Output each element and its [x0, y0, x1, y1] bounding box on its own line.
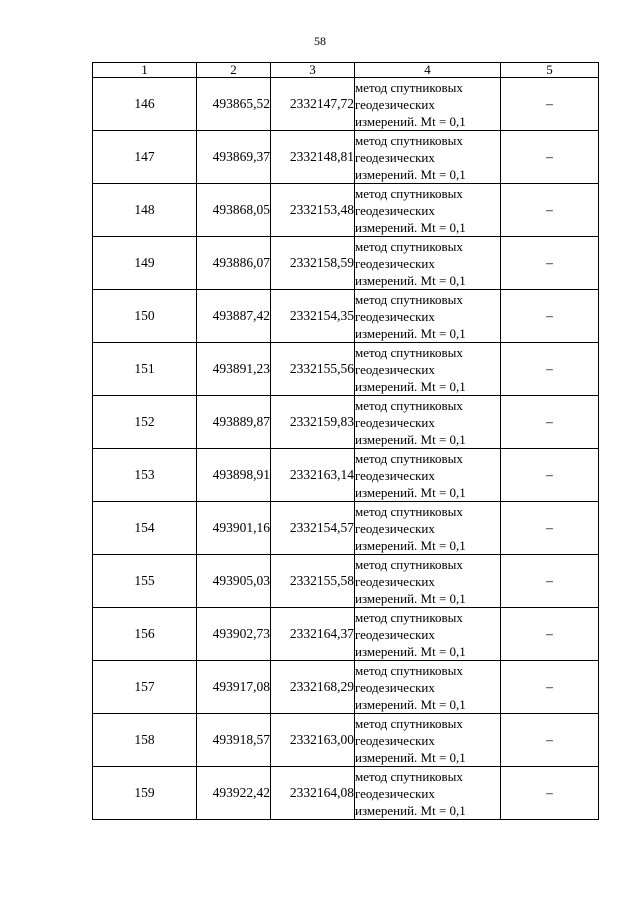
x-coordinate-cell: 493917,08	[197, 661, 271, 714]
note-cell: –	[501, 290, 599, 343]
x-coordinate-cell: 493865,52	[197, 78, 271, 131]
table-row	[93, 502, 599, 555]
table-row	[93, 237, 599, 290]
method-cell	[355, 661, 501, 714]
method-cell	[355, 555, 501, 608]
page-number: 58	[314, 34, 326, 48]
table-row	[93, 555, 599, 608]
method-line: метод спутниковых	[355, 79, 463, 95]
note-cell: –	[501, 184, 599, 237]
method-line: метод спутниковых	[355, 238, 463, 254]
x-coordinate-cell: 493889,87	[197, 396, 271, 449]
method-line: измерений. Mt = 0,1	[355, 484, 466, 500]
method-line: метод спутниковых	[355, 768, 463, 784]
point-number-cell: 153	[93, 449, 197, 502]
y-coordinate-cell: 2332158,59	[271, 237, 355, 290]
method-cell	[355, 184, 501, 237]
method-line: геодезических	[355, 361, 435, 377]
point-number-cell: 158	[93, 714, 197, 767]
point-number-cell: 148	[93, 184, 197, 237]
method-cell	[355, 237, 501, 290]
table-row	[93, 714, 599, 767]
method-line: метод спутниковых	[355, 662, 463, 678]
point-number-cell: 151	[93, 343, 197, 396]
method-line: измерений. Mt = 0,1	[355, 749, 466, 765]
method-cell	[355, 767, 501, 820]
method-line: геодезических	[355, 255, 435, 271]
table-row	[93, 343, 599, 396]
point-number-cell: 146	[93, 78, 197, 131]
point-number-cell: 147	[93, 131, 197, 184]
x-coordinate-cell: 493886,07	[197, 237, 271, 290]
point-number-cell: 155	[93, 555, 197, 608]
column-header: 3	[271, 63, 355, 78]
table-body	[93, 78, 599, 820]
note-cell: –	[501, 396, 599, 449]
method-line: метод спутниковых	[355, 609, 463, 625]
method-line: измерений. Mt = 0,1	[355, 696, 466, 712]
y-coordinate-cell: 2332163,00	[271, 714, 355, 767]
method-line: метод спутниковых	[355, 132, 463, 148]
note-cell: –	[501, 449, 599, 502]
method-line: геодезических	[355, 679, 435, 695]
y-coordinate-cell: 2332154,57	[271, 502, 355, 555]
method-line: измерений. Mt = 0,1	[355, 166, 466, 182]
note-cell: –	[501, 608, 599, 661]
method-line: геодезических	[355, 626, 435, 642]
table-row	[93, 608, 599, 661]
method-line: измерений. Mt = 0,1	[355, 113, 466, 129]
x-coordinate-cell: 493905,03	[197, 555, 271, 608]
point-number-cell: 156	[93, 608, 197, 661]
method-line: измерений. Mt = 0,1	[355, 219, 466, 235]
note-cell: –	[501, 767, 599, 820]
column-header: 4	[355, 63, 501, 78]
x-coordinate-cell: 493918,57	[197, 714, 271, 767]
x-coordinate-cell: 493898,91	[197, 449, 271, 502]
point-number-cell: 150	[93, 290, 197, 343]
method-line: измерений. Mt = 0,1	[355, 802, 466, 818]
method-line: геодезических	[355, 149, 435, 165]
note-cell: –	[501, 78, 599, 131]
table-row	[93, 78, 599, 131]
note-cell: –	[501, 661, 599, 714]
column-header: 1	[93, 63, 197, 78]
method-cell	[355, 290, 501, 343]
method-line: метод спутниковых	[355, 185, 463, 201]
coordinates-table	[92, 62, 599, 820]
x-coordinate-cell: 493922,42	[197, 767, 271, 820]
x-coordinate-cell: 493887,42	[197, 290, 271, 343]
note-cell: –	[501, 714, 599, 767]
x-coordinate-cell: 493868,05	[197, 184, 271, 237]
table-row	[93, 767, 599, 820]
table-row	[93, 449, 599, 502]
column-header: 2	[197, 63, 271, 78]
method-line: измерений. Mt = 0,1	[355, 431, 466, 447]
method-line: метод спутниковых	[355, 450, 463, 466]
method-cell	[355, 396, 501, 449]
method-line: геодезических	[355, 96, 435, 112]
table-row	[93, 290, 599, 343]
note-cell: –	[501, 343, 599, 396]
y-coordinate-cell: 2332155,58	[271, 555, 355, 608]
y-coordinate-cell: 2332164,37	[271, 608, 355, 661]
method-line: измерений. Mt = 0,1	[355, 272, 466, 288]
table-row	[93, 131, 599, 184]
method-line: геодезических	[355, 467, 435, 483]
method-line: геодезических	[355, 414, 435, 430]
y-coordinate-cell: 2332155,56	[271, 343, 355, 396]
y-coordinate-cell: 2332148,81	[271, 131, 355, 184]
table-row	[93, 184, 599, 237]
note-cell: –	[501, 555, 599, 608]
method-line: геодезических	[355, 573, 435, 589]
method-line: метод спутниковых	[355, 344, 463, 360]
note-cell: –	[501, 131, 599, 184]
y-coordinate-cell: 2332159,83	[271, 396, 355, 449]
method-line: метод спутниковых	[355, 397, 463, 413]
method-line: измерений. Mt = 0,1	[355, 537, 466, 553]
column-header: 5	[501, 63, 599, 78]
point-number-cell: 157	[93, 661, 197, 714]
x-coordinate-cell: 493891,23	[197, 343, 271, 396]
point-number-cell: 159	[93, 767, 197, 820]
y-coordinate-cell: 2332163,14	[271, 449, 355, 502]
method-line: метод спутниковых	[355, 503, 463, 519]
method-cell	[355, 608, 501, 661]
y-coordinate-cell: 2332164,08	[271, 767, 355, 820]
x-coordinate-cell: 493902,73	[197, 608, 271, 661]
method-cell	[355, 714, 501, 767]
method-line: геодезических	[355, 520, 435, 536]
note-cell: –	[501, 237, 599, 290]
x-coordinate-cell: 493901,16	[197, 502, 271, 555]
method-line: измерений. Mt = 0,1	[355, 378, 466, 394]
method-line: метод спутниковых	[355, 715, 463, 731]
method-line: измерений. Mt = 0,1	[355, 325, 466, 341]
point-number-cell: 149	[93, 237, 197, 290]
y-coordinate-cell: 2332153,48	[271, 184, 355, 237]
method-cell	[355, 449, 501, 502]
method-line: геодезических	[355, 308, 435, 324]
method-line: геодезических	[355, 785, 435, 801]
method-cell	[355, 343, 501, 396]
method-cell	[355, 502, 501, 555]
point-number-cell: 154	[93, 502, 197, 555]
method-cell	[355, 78, 501, 131]
y-coordinate-cell: 2332147,72	[271, 78, 355, 131]
method-line: метод спутниковых	[355, 291, 463, 307]
x-coordinate-cell: 493869,37	[197, 131, 271, 184]
note-cell: –	[501, 502, 599, 555]
method-line: измерений. Mt = 0,1	[355, 590, 466, 606]
y-coordinate-cell: 2332168,29	[271, 661, 355, 714]
header-row	[93, 63, 599, 78]
method-line: геодезических	[355, 202, 435, 218]
point-number-cell: 152	[93, 396, 197, 449]
y-coordinate-cell: 2332154,35	[271, 290, 355, 343]
method-line: измерений. Mt = 0,1	[355, 643, 466, 659]
method-cell	[355, 131, 501, 184]
method-line: метод спутниковых	[355, 556, 463, 572]
table-row	[93, 396, 599, 449]
method-line: геодезических	[355, 732, 435, 748]
table-row	[93, 661, 599, 714]
